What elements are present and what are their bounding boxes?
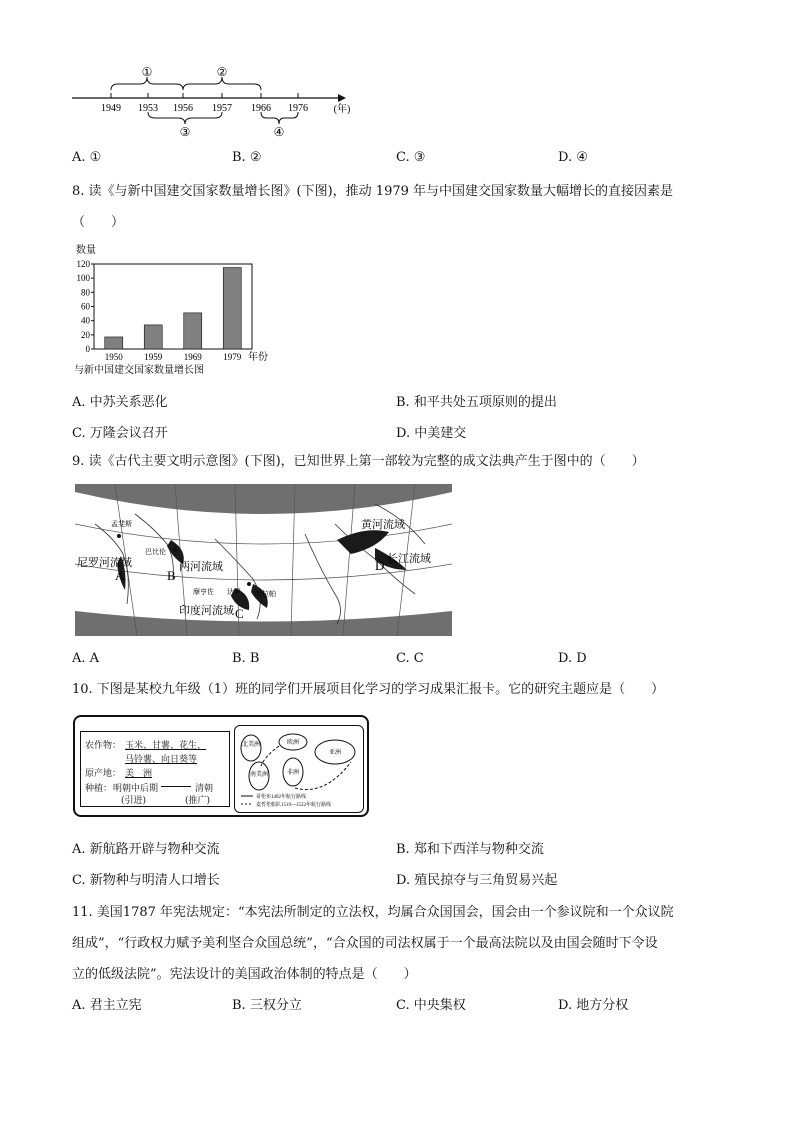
card-plant-to: 清朝 <box>195 784 214 794</box>
map-marker-d: D <box>375 558 385 573</box>
q9-option-a[interactable]: A. A <box>72 651 100 666</box>
x-tick-label: 1950 <box>104 352 123 362</box>
q10-stem: 10. 下图是某校九年级（1）班的同学们开展项目化学习的学习成果汇报卡。它的研究主题应是（ ） <box>72 682 665 697</box>
q8-answer-blank: （ ） <box>72 215 125 230</box>
map-marker-a: A <box>115 568 125 583</box>
map-label-harappa: 哈拉帕 <box>255 590 276 598</box>
q8-option-a[interactable]: A. 中苏关系恶化 <box>72 395 168 410</box>
card-map-africa: 非洲 <box>286 770 300 776</box>
q7-option-d[interactable]: D. ④ <box>558 150 588 165</box>
q11-stem-line2: 组成”，“行政权力赋予美利坚合众国总统”，“合众国的司法权属于一个最高法院以及由国会随时下令设 <box>72 936 658 951</box>
q11-option-d[interactable]: D. 地方分权 <box>558 998 629 1013</box>
card-promote: (推广) <box>185 796 211 806</box>
q10-option-d[interactable]: D. 殖民掠夺与三角贸易兴起 <box>396 873 558 888</box>
timeline-year: 1957 <box>212 103 232 114</box>
q11-stem-line3: 立的低级法院”。宪法设计的美国政治体制的特点是（ ） <box>72 967 417 982</box>
x-tick-label: 1959 <box>144 352 163 362</box>
map-label-indus: 印度河流域 <box>179 605 234 617</box>
map-label-daro: 达罗 <box>227 588 241 596</box>
timeline-brace-4: ④ <box>273 125 285 139</box>
card-map <box>234 725 364 813</box>
y-tick-label: 40 <box>81 315 90 326</box>
q9-option-c[interactable]: C. C <box>396 651 424 666</box>
timeline-year: 1976 <box>288 103 308 114</box>
bar-1950 <box>105 337 123 349</box>
y-tick-label: 60 <box>81 301 90 312</box>
q11-stem-line1: 11. 美国1787 年宪法规定：“本宪法所制定的立法权，均属合众国国会，国会由一个参议院和一个众议院 <box>72 905 674 920</box>
map-label-babylon: 巴比伦 <box>145 548 166 556</box>
chart-ylabel: 数量 <box>76 245 96 256</box>
q7-option-c[interactable]: C. ③ <box>396 150 426 165</box>
q10-option-c[interactable]: C. 新物种与明清人口增长 <box>72 873 220 888</box>
q7-option-a[interactable]: A. ① <box>72 150 102 165</box>
q10-option-a[interactable]: A. 新航路开辟与物种交流 <box>72 842 220 857</box>
q9-stem: 9. 读《古代主要文明示意图》(下图)，已知世界上第一部较为完整的成文法典产生于图中的（ ） <box>72 454 645 469</box>
chart-xlabel: 年份 <box>248 352 268 363</box>
map-marker-b: B <box>167 568 176 583</box>
q9-option-d[interactable]: D. D <box>558 651 587 666</box>
card-map-north-america: 北美洲 <box>241 742 261 748</box>
map-label-nile: 尼罗河流域 <box>77 557 132 569</box>
q9-option-b[interactable]: B. B <box>232 651 260 666</box>
card-plant-from: 明朝中后期 <box>113 784 159 794</box>
timeline-figure <box>66 62 366 142</box>
bar-chart <box>70 240 280 378</box>
timeline-brace-2: ② <box>216 65 228 79</box>
card-map-legend-columbus: 哥伦布1492年航行路线 <box>256 795 307 800</box>
card-left-box <box>80 731 230 807</box>
q11-option-c[interactable]: C. 中央集权 <box>396 998 466 1013</box>
card-map-asia: 亚洲 <box>328 750 342 756</box>
card-crops-line2: 马铃薯、向日葵等 <box>125 755 198 765</box>
x-tick-label: 1979 <box>223 352 242 362</box>
card-intro: (引进) <box>121 796 147 806</box>
card-origin-value: 美 洲 <box>125 769 153 779</box>
x-tick-label: 1969 <box>183 352 202 362</box>
map-label-yangtze: 长江流域 <box>387 553 431 565</box>
card-origin-label: 原产地： <box>85 769 122 779</box>
q8-option-d[interactable]: D. 中美建交 <box>396 426 467 441</box>
card-crops-line1: 玉米、甘薯、花生、 <box>125 741 207 751</box>
q11-option-b[interactable]: B. 三权分立 <box>232 998 302 1013</box>
card-crops-label: 农作物： <box>85 741 122 751</box>
map-marker-c: C <box>235 606 244 621</box>
map-label-memphis: 孟斐斯 <box>111 520 132 528</box>
timeline-year: 1966 <box>251 103 271 114</box>
map-label-mesopotamia: 两河流域 <box>179 561 223 573</box>
y-tick-label: 100 <box>76 273 90 284</box>
q10-option-b[interactable]: B. 郑和下西洋与物种交流 <box>396 842 544 857</box>
map-label-mohenjo: 摩亨佐 <box>193 588 214 596</box>
timeline-year: 1949 <box>101 103 121 114</box>
q8-option-c[interactable]: C. 万隆会议召开 <box>72 426 168 441</box>
q8-stem-text: 8. 读《与新中国建交国家数量增长图》(下图)，推动 1979 年与中国建交国家数量大幅增长的直接因素是 <box>72 184 674 199</box>
q11-option-a[interactable]: A. 君主立宪 <box>72 998 142 1013</box>
y-tick-label: 80 <box>81 287 90 298</box>
timeline-brace-3: ③ <box>179 125 191 139</box>
timeline-year: 1953 <box>138 103 158 114</box>
card-map-europe: 欧洲 <box>286 740 300 746</box>
q8-option-b[interactable]: B. 和平共处五项原则的提出 <box>396 395 557 410</box>
card-map-south-america: 南美洲 <box>249 772 269 778</box>
y-tick-label: 0 <box>85 344 90 354</box>
bar-1979 <box>223 268 241 349</box>
y-tick-label: 120 <box>76 259 90 269</box>
bar-1969 <box>184 313 202 349</box>
chart-title: 与新中国建交国家数量增长图 <box>74 365 204 376</box>
q7-option-b[interactable]: B. ② <box>232 150 262 165</box>
map-label-yellow-river: 黄河流域 <box>361 519 405 531</box>
ancient-civilizations-map <box>75 484 452 636</box>
bar-1959 <box>144 325 162 349</box>
card-map-legend-magellan: 麦哲伦船队1519—1522年航行路线 <box>256 803 332 808</box>
q8-stem <box>72 176 727 238</box>
report-card <box>73 715 369 817</box>
timeline-unit: (年) <box>333 104 351 115</box>
y-tick-label: 20 <box>81 329 90 340</box>
timeline-brace-1: ① <box>141 65 153 79</box>
timeline-year: 1956 <box>173 103 193 114</box>
card-plant-label: 种植： <box>85 784 113 794</box>
